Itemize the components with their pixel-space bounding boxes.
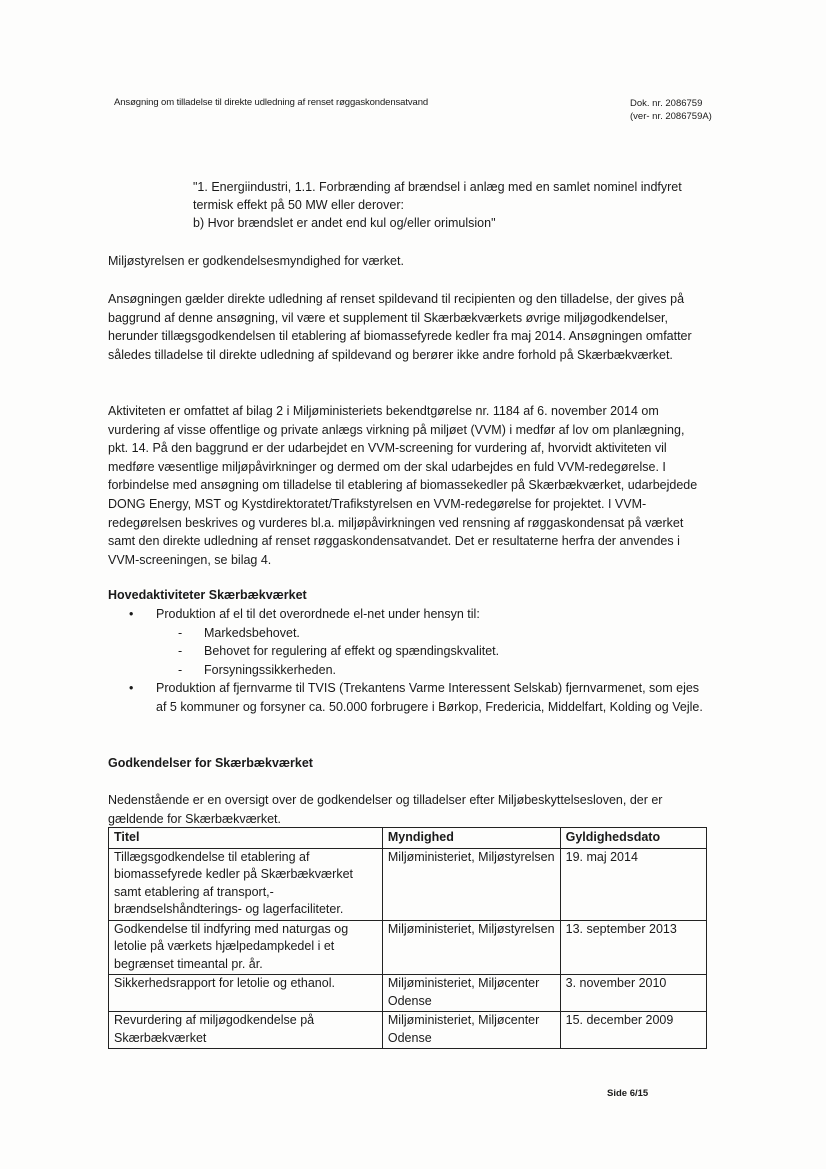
- cell-title: Godkendelse til indfyring med naturgas og letolie på værkets hjælpedampkedel i et begrænset timeantal pr. år.: [109, 920, 383, 975]
- approvals-table: [108, 827, 707, 1049]
- quoted-regulation: [193, 178, 713, 232]
- page-number: Side 6/15: [607, 1088, 649, 1099]
- paragraph-authority: Miljøstyrelsen er godkendelsesmyndighed for værket.: [108, 254, 404, 268]
- quote-line-2: b) Hvor brændslet er andet end kul og/eller orimulsion": [193, 216, 496, 230]
- dash-icon: -: [178, 625, 183, 640]
- cell-date: 15. december 2009: [560, 1012, 706, 1049]
- paragraph-overview: Nedenstående er en oversigt over de godkendelser og tilladelser efter Miljøbeskyttelsesloven, der er gældende for Skærbækværket.: [108, 793, 663, 826]
- list-item: [108, 679, 708, 716]
- cell-date: 19. maj 2014: [560, 848, 706, 920]
- cell-date: 13. september 2013: [560, 920, 706, 975]
- quote-line-1: "1. Energiindustri, 1.1. Forbrænding af brændsel i anlæg med en samlet nominel indfyret termisk effekt på 50 MW eller derover:: [193, 180, 682, 212]
- table-row: [109, 848, 707, 920]
- dash-icon: -: [178, 644, 183, 659]
- cell-title: Revurdering af miljøgodkendelse på Skærbækværket: [109, 1012, 383, 1049]
- cell-authority: Miljøministeriet, Miljøstyrelsen: [382, 920, 560, 975]
- table-header-row: [109, 828, 707, 849]
- column-header-authority: Myndighed: [382, 828, 560, 849]
- sub-list-item: - Behovet for regulering af effekt og spændingskvalitet.: [156, 642, 708, 661]
- cell-authority: Miljøministeriet, Miljøstyrelsen: [382, 848, 560, 920]
- sub-list-item: - Markedsbehovet.: [156, 624, 708, 643]
- bullet-icon: •: [129, 681, 134, 696]
- cell-authority: Miljøministeriet, Miljøcenter Odense: [382, 1012, 560, 1049]
- header-doc-info: [630, 97, 712, 123]
- header-title: Ansøgning om tilladelse til direkte udledning af renset røggaskondensatvand: [114, 97, 429, 108]
- table-row: [109, 975, 707, 1012]
- paragraph-vvm: Aktiviteten er omfattet af bilag 2 i Miljøministeriets bekendtgørelse nr. 1184 af 6. november 2014 om vurdering af visse offentlige og private anlægs virkning på miljøet (VVM) i medfør af lov om planlægning, pkt. 14. På den baggrund er der udarbejdet en VVM-screening for vurdering af, hvorvidt aktiviteten vil medføre væsentlige miljøpåvirkninger og dermed om der skal udarbejdes en fuld VVM-redegørelse. I forbindelse med ansøgning om tilladelse til etablering af biomassekedler på Skærbækværket, udarbejdede DONG Energy, MST og Kystdirektoratet/Trafikstyrelsen en VVM-redegørelse for projektet. I VVM-redegørelsen beskrives og vurderes bl.a. miljøpåvirkningen ved rensning af røggaskondensat på værket samt den direkte udledning af renset røggaskondensatvandet. Det er resultaterne herfra der anvendes i VVM-screeningen, se bilag 4.: [108, 404, 698, 567]
- cell-title: Sikkerhedsrapport for letolie og ethanol.: [109, 975, 383, 1012]
- heading-godkendelser: Godkendelser for Skærbækværket: [108, 756, 313, 770]
- cell-authority: Miljøministeriet, Miljøcenter Odense: [382, 975, 560, 1012]
- paragraph-scope: Ansøgningen gælder direkte udledning af renset spildevand til recipienten og den tilladelse, der gives på baggrund af denne ansøgning, vil være et supplement til Skærbækværkets øvrige miljøgodkendelser, herunder tillægsgodkendelsen til etablering af biomassefyrede kedler fra maj 2014. Ansøgningen omfatter således tilladelse til direkte udledning af spildevand og berører ikke andre forhold på Skærbækværket.: [108, 292, 692, 362]
- table-row: [109, 1012, 707, 1049]
- column-header-date: Gyldighedsdato: [560, 828, 706, 849]
- cell-date: 3. november 2010: [560, 975, 706, 1012]
- sub-list-item: - Forsyningssikkerheden.: [156, 661, 708, 680]
- heading-hovedaktiviteter: Hovedaktiviteter Skærbækværket: [108, 588, 307, 602]
- sub-list: [156, 624, 708, 680]
- dash-icon: -: [178, 662, 183, 677]
- bullet-text: Produktion af fjernvarme til TVIS (Trekantens Varme Interessent Selskab) fjernvarmenet, som ejes af 5 kommuner og forsyner ca. 50.000 forbrugere i Børkop, Fredericia, Middelfart, Kolding og Vejle.: [156, 681, 703, 714]
- cell-title: Tillægsgodkendelse til etablering af biomassefyrede kedler på Skærbækværket samt etablering af transport,- brændselshåndterings- og lagerfaciliteter.: [109, 848, 383, 920]
- bullet-icon: •: [129, 607, 134, 621]
- list-item: [108, 605, 708, 679]
- activities-list: [108, 605, 708, 717]
- column-header-title: Titel: [109, 828, 383, 849]
- doc-number: Dok. nr. 2086759: [630, 98, 703, 109]
- version-number: (ver- nr. 2086759A): [630, 111, 712, 122]
- table-row: [109, 920, 707, 975]
- bullet-text: Produktion af el til det overordnede el-net under hensyn til:: [156, 607, 480, 621]
